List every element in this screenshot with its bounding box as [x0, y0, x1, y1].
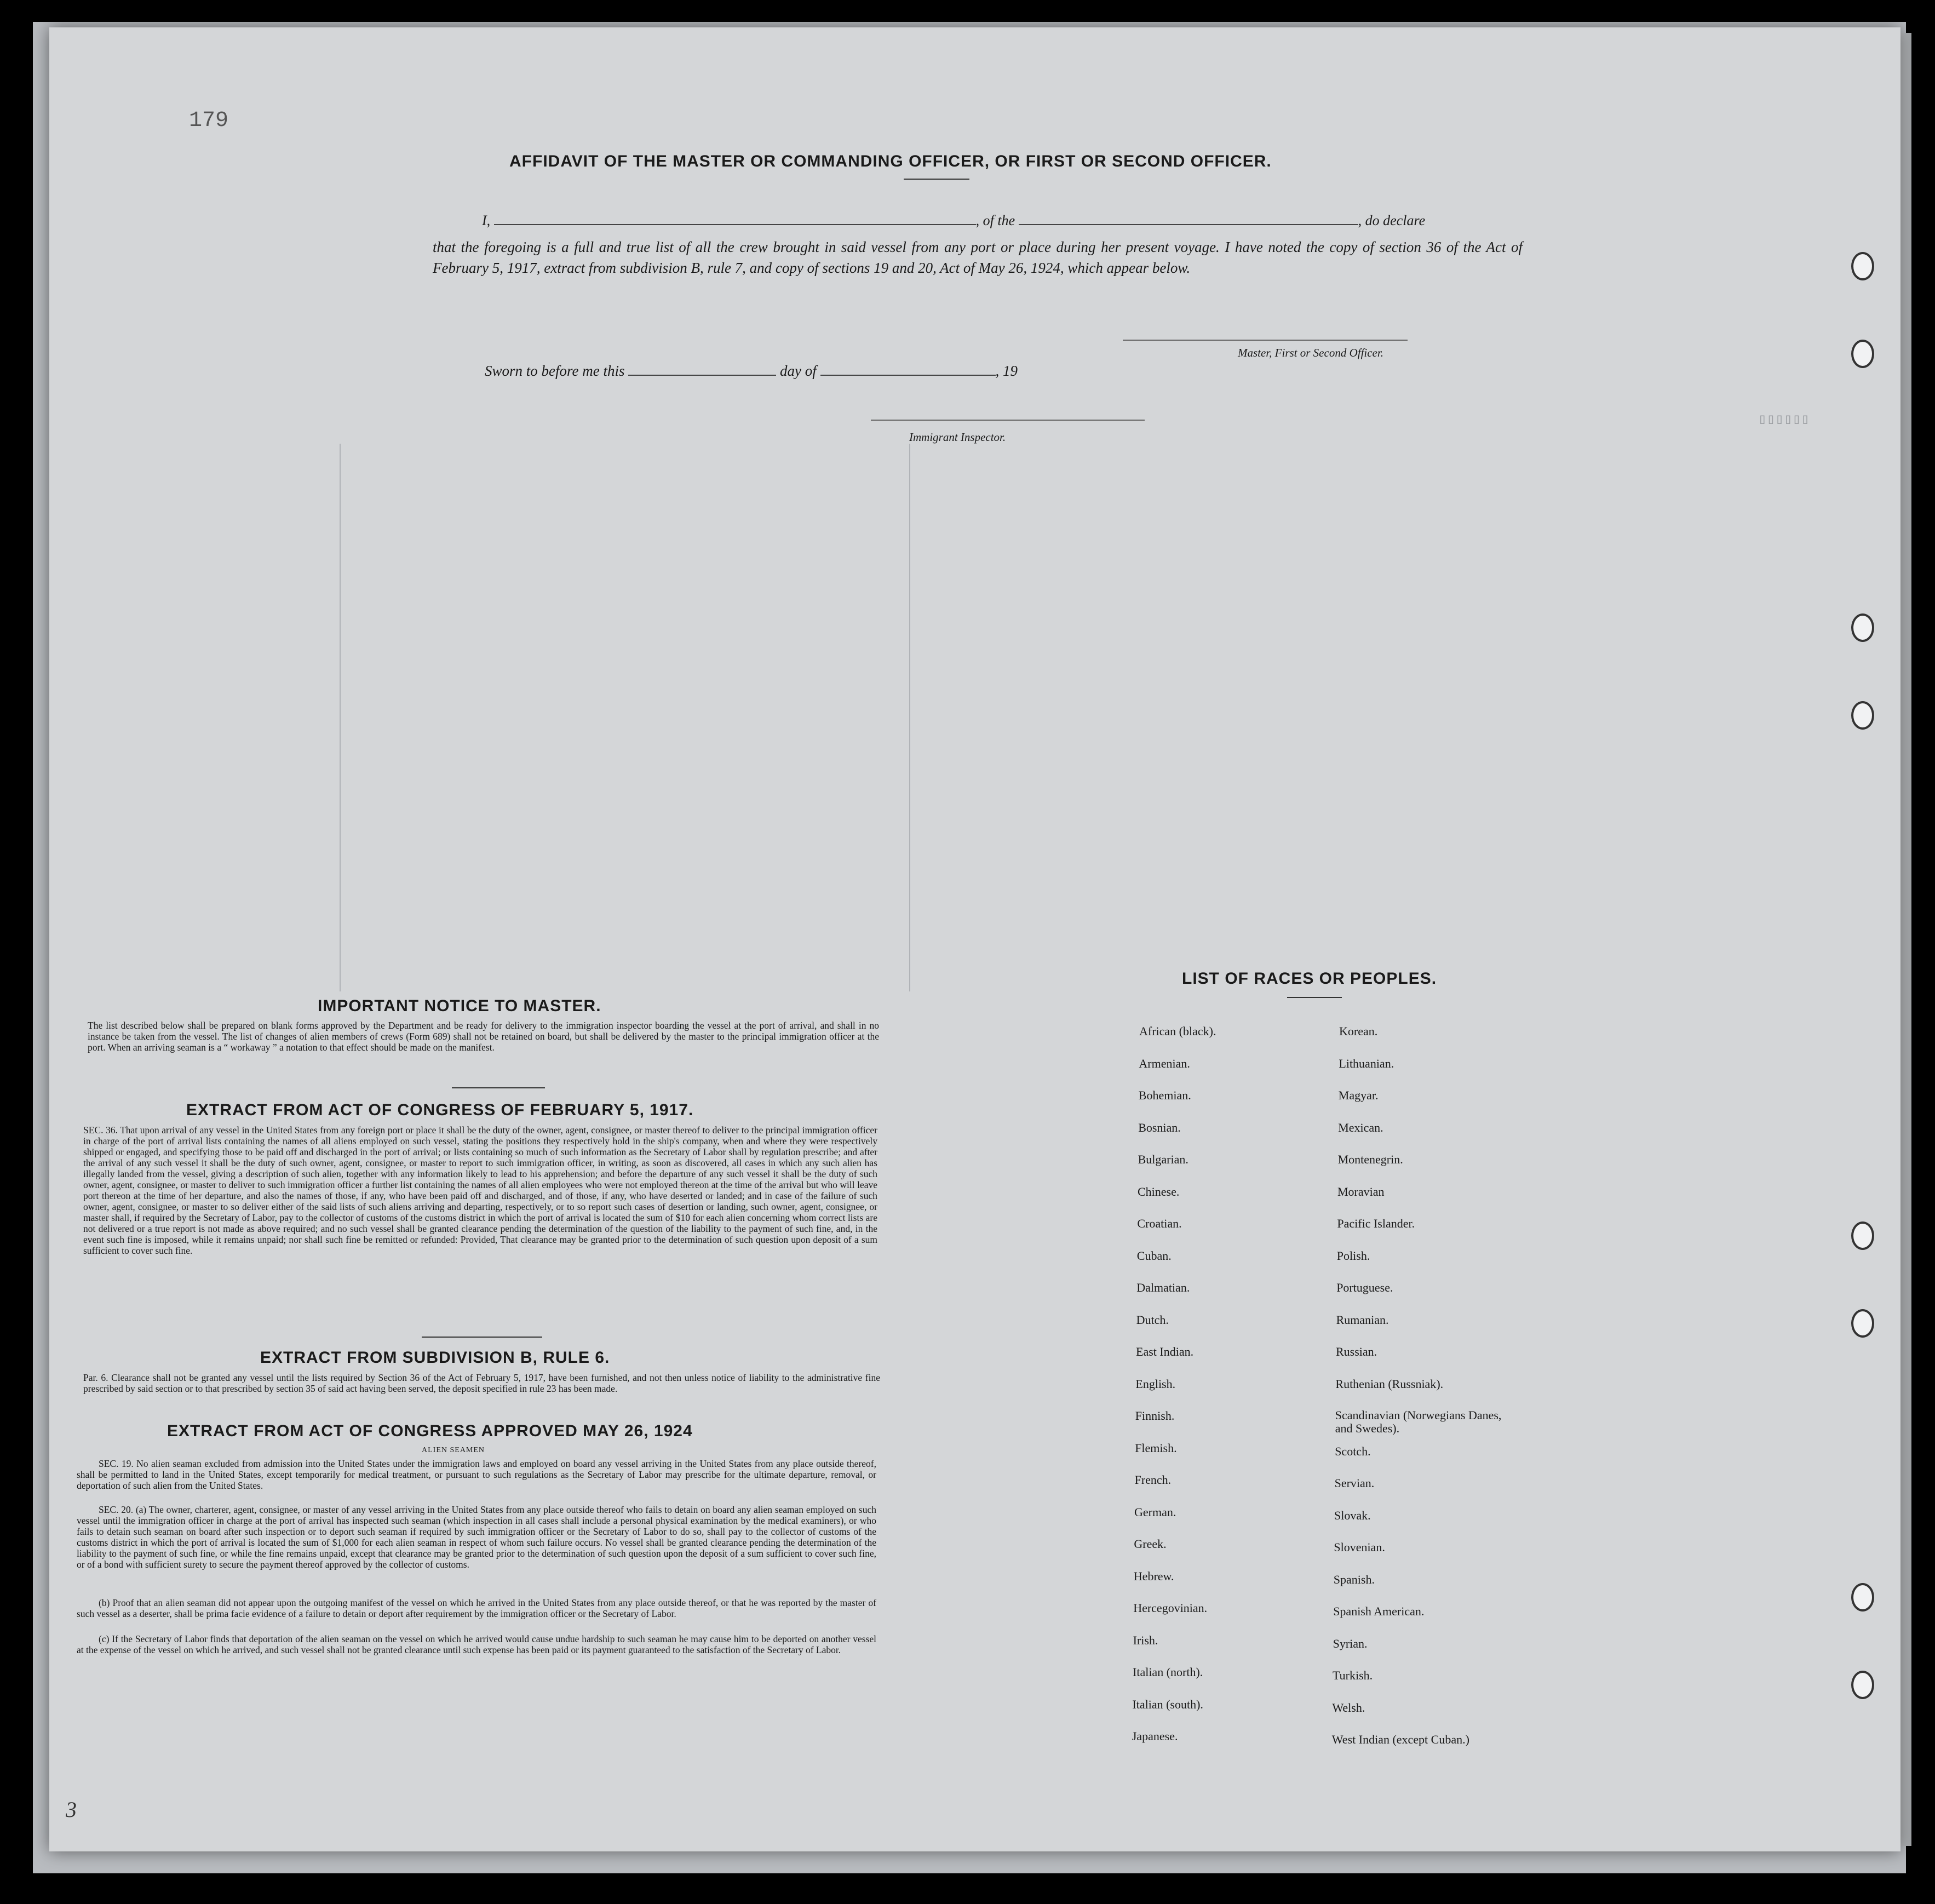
race-item: Cuban. [1136, 1248, 1172, 1263]
race-item: Lithuanian. [1339, 1056, 1394, 1070]
year-label: , 19 [995, 363, 1018, 379]
race-item: Dutch. [1136, 1312, 1169, 1327]
vessel-field[interactable] [1019, 224, 1358, 225]
column-rule [340, 444, 341, 991]
of-the-label: , of the [975, 213, 1015, 228]
race-item: French. [1134, 1473, 1172, 1487]
race-item: African (black). [1139, 1024, 1216, 1038]
sec20b-body: (b) Proof that an alien seaman did not appear upon the outgoing manifest of the vessel on which he arrived in the United States from any place outside thereof, or that he was reported by the master of such vessel as a deserter, shall be prima facie evidence of a failure to detain or deport after requirement by the immigration officer or the Secretary of Labor. [77, 1597, 876, 1619]
divider [1287, 997, 1342, 998]
alien-seamen-subtitle: ALIEN SEAMEN [422, 1446, 485, 1454]
name-field[interactable] [494, 224, 976, 225]
race-item: Croatian. [1137, 1217, 1182, 1230]
sworn-line [485, 363, 1018, 380]
race-item: Slovenian. [1334, 1540, 1385, 1554]
extract-1924-title: EXTRACT FROM ACT OF CONGRESS APPROVED MAY 26, 1924 [167, 1422, 693, 1440]
races-title: LIST OF RACES OR PEOPLES. [1182, 970, 1437, 988]
race-item: Turkish. [1333, 1668, 1373, 1682]
notice-title: IMPORTANT NOTICE TO MASTER. [318, 997, 601, 1015]
race-item: Dalmatian. [1136, 1281, 1190, 1294]
page-number: 179 [189, 108, 229, 133]
race-item: Bohemian. [1138, 1088, 1191, 1102]
race-item: Japanese. [1132, 1729, 1178, 1743]
race-item: Hebrew. [1133, 1569, 1174, 1583]
race-item: Spanish. [1333, 1572, 1375, 1586]
divider [452, 1087, 545, 1088]
race-item: Korean. [1339, 1024, 1378, 1038]
day-of-label: day of [780, 363, 817, 379]
race-item: Scandinavian (Norwegians Danes, and Swedes). [1335, 1408, 1502, 1435]
race-item: Pacific Islander. [1337, 1217, 1415, 1230]
declaration-line [482, 213, 1425, 229]
rule6-body: Par. 6. Clearance shall not be granted any vessel until the lists required by Section 36 of the Act of February 5, 1917, have been furnished, and not then unless notice of liability to the administrative fine prescribed by said section or to that prescribed by section 35 of said act having been served, the deposit specified in rule 23 has been made. [83, 1372, 880, 1394]
race-item: Mexican. [1338, 1120, 1383, 1134]
sworn-label: Sworn to before me this [485, 363, 625, 379]
bleed-through-text: ▯▯▯▯▯▯ [1758, 411, 1810, 428]
race-item: Finnish. [1135, 1409, 1175, 1423]
race-item: Servian. [1334, 1476, 1375, 1490]
signature-line[interactable] [1123, 340, 1408, 341]
inspector-signature-line[interactable] [871, 420, 1145, 421]
race-item: Russian. [1336, 1345, 1377, 1358]
rule6-title: EXTRACT FROM SUBDIVISION B, RULE 6. [260, 1349, 610, 1367]
race-item: English. [1135, 1377, 1176, 1391]
affidavit-title: AFFIDAVIT OF THE MASTER OR COMMANDING OFFICER, OR FIRST OR SECOND OFFICER. [509, 152, 1272, 170]
race-item: Moravian [1337, 1184, 1385, 1198]
binder-hole [1851, 252, 1874, 280]
race-item: Hercegovinian. [1133, 1601, 1208, 1615]
affidavit-body: that the foregoing is a full and true list of all the crew brought in said vessel from any port or place during her present voyage. I have noted the copy of section 36 of the Act of February 5, 1917, extract from subdivision B, rule 7, and copy of sections 19 and 20, Act of May 26, 1924, which appear below. [433, 239, 1523, 276]
race-item: East Indian. [1136, 1345, 1194, 1358]
binder-hole [1851, 701, 1874, 730]
sec20a-body: SEC. 20. (a) The owner, charterer, agent, consignee, or master of any vessel arriving in the United States from any place outside thereof who fails to detain on board any alien seaman employed on such vessel until the immigration officer in charge at the port of arrival has inspected such seaman (which inspection in all cases shall include a personal physical examination by the medical examiners), or who fails to detain such seaman on board after such inspection or to deport such seaman if required by such immigration officer or the Secretary of Labor to do so, shall pay to the collector of customs of the customs district in which the port of arrival is located the sum of $1,000 for each alien seaman in respect of whom such failure occurs. No vessel shall be granted clearance pending the determination of the liability to the payment of such fine, or while the fine remains unpaid, except that clearance may be granted prior to the determination of such question upon the deposit of a sum sufficient to cover such fine, or of a bond with sufficient surety to secure the payment thereof approved by the collector of customs. [77, 1504, 876, 1570]
binder-hole [1851, 1309, 1874, 1338]
binder-hole [1851, 1671, 1874, 1699]
inspector-caption: Immigrant Inspector. [909, 431, 1006, 444]
sec20c-body: (c) If the Secretary of Labor finds that deportation of the alien seaman on the vessel on which he arrived would cause undue hardship to such seaman he may cause him to be deported on another vessel at the expense of the vessel on which he arrived, and such vessel shall not be granted clearance until such expense has been paid or its payment guaranteed to the satisfaction of the Secretary of Labor. [77, 1633, 876, 1655]
margin-note: 3 [66, 1797, 77, 1822]
race-item: German. [1134, 1505, 1176, 1519]
race-item: Syrian. [1333, 1636, 1368, 1650]
race-item: Welsh. [1332, 1700, 1365, 1714]
race-item: West Indian (except Cuban.) [1331, 1733, 1469, 1746]
race-item: Scotch. [1335, 1444, 1371, 1458]
race-item: Flemish. [1135, 1441, 1177, 1455]
race-item: Bulgarian. [1138, 1152, 1188, 1166]
extract-1917-title: EXTRACT FROM ACT OF CONGRESS OF FEBRUARY 5, 1917. [186, 1101, 694, 1119]
race-item: Bosnian. [1138, 1120, 1181, 1134]
race-item: Irish. [1133, 1633, 1158, 1647]
race-item: Polish. [1336, 1248, 1370, 1263]
extract-1917-body: SEC. 36. That upon arrival of any vessel in the United States from any foreign port or place it shall be the duty of the owner, agent, consignee, or master thereof to deliver to the principal immigration officer in charge of the port of arrival lists containing the names of all aliens employed on such vessel, stating the positions they respectively hold in the ship's company, when and where they were respectively shipped or engaged, and specifying those to be paid off and discharged in the port of arrival; or lists containing so much of such information as the Secretary of Labor shall by regulation prescribe; and after the arrival of any such vessel it shall be the duty of such owner, agent, consignee, or master to report to such immigration officer, in writing, as soon as discovered, all cases in which any such alien has illegally landed from the vessel, giving a description of such alien, together with any information likely to lead to his apprehension; and before the departure of any such vessel it shall be the duty of such owner, agent, consignee, or master to deliver to such immigration officer a further list containing the names of all alien employees who were not employed thereon at the time of the arrival but who will leave port thereon at the time of her departure, and also the names of those, if any, who have been paid off and discharged, and of those, if any, who have deserted or landed; and in case of the failure of such owner, agent, consignee, or master to so deliver either of the said lists of such aliens arriving and departing, respectively, or to so report such cases of desertion or landing, such owner, agent, consignee, or master shall, if required by the Secretary of Labor, pay to the collector of customs of the customs district in which the port of arrival is located the sum of $10 for each alien concerning whom correct lists are not delivered or a true report is not made as above required; and no such vessel shall be granted clearance pending the determination of the question of the liability to the payment of such fine, and, in the event such fine is imposed, while it remains unpaid; nor shall such fine be remitted or refunded: Provided, That clearance may be granted prior to the determination of such question upon deposit of a sum sufficient to cover such fine. [83, 1125, 877, 1256]
i-label: I, [482, 213, 491, 228]
notice-body: The list described below shall be prepared on blank forms approved by the Department and be ready for delivery to the immigration inspector boarding the vessel at the port of arrival, and shall in no instance be taken from the vessel. The list of changes of alien members of crews (Form 689) shall not be retained on board, but shall be delivered by the master to the principal immigration officer at the port. When an arriving seaman is a “ workaway ” a notation to that effect should be made on the manifest. [88, 1020, 879, 1053]
race-item: Spanish American. [1333, 1604, 1425, 1618]
sec19-body: SEC. 19. No alien seaman excluded from admission into the United States under the immigration laws and employed on board any vessel arriving in the United States from any place outside thereof, shall be permitted to land in the United States, except temporarily for medical treatment, or pursuant to such regulations as the Secretary of Labor may prescribe for the ultimate departure, removal, or deportation of such alien from the United States. [77, 1458, 876, 1491]
race-item: Greek. [1134, 1537, 1167, 1551]
day-field[interactable] [628, 375, 776, 376]
race-item: Montenegrin. [1337, 1152, 1403, 1166]
binder-hole [1851, 1583, 1874, 1611]
race-item: Rumanian. [1336, 1312, 1389, 1327]
binder-hole [1851, 1221, 1874, 1250]
divider [422, 1337, 542, 1338]
column-rule [909, 444, 910, 991]
race-item: Armenian. [1139, 1056, 1190, 1070]
race-item: Italian (south). [1132, 1697, 1203, 1711]
race-item: Ruthenian (Russniak). [1335, 1377, 1444, 1391]
race-item: Slovak. [1334, 1508, 1371, 1522]
divider [904, 179, 969, 180]
do-declare-label: , do declare [1358, 213, 1426, 228]
race-item: Italian (north). [1133, 1665, 1203, 1679]
race-item: Chinese. [1138, 1184, 1180, 1198]
master-caption: Master, First or Second Officer. [1238, 346, 1383, 359]
binder-hole [1851, 340, 1874, 368]
binder-hole [1851, 613, 1874, 642]
race-item: Portuguese. [1336, 1281, 1393, 1294]
document-page [49, 27, 1900, 1851]
month-field[interactable] [820, 375, 996, 376]
race-item: Magyar. [1338, 1088, 1379, 1102]
